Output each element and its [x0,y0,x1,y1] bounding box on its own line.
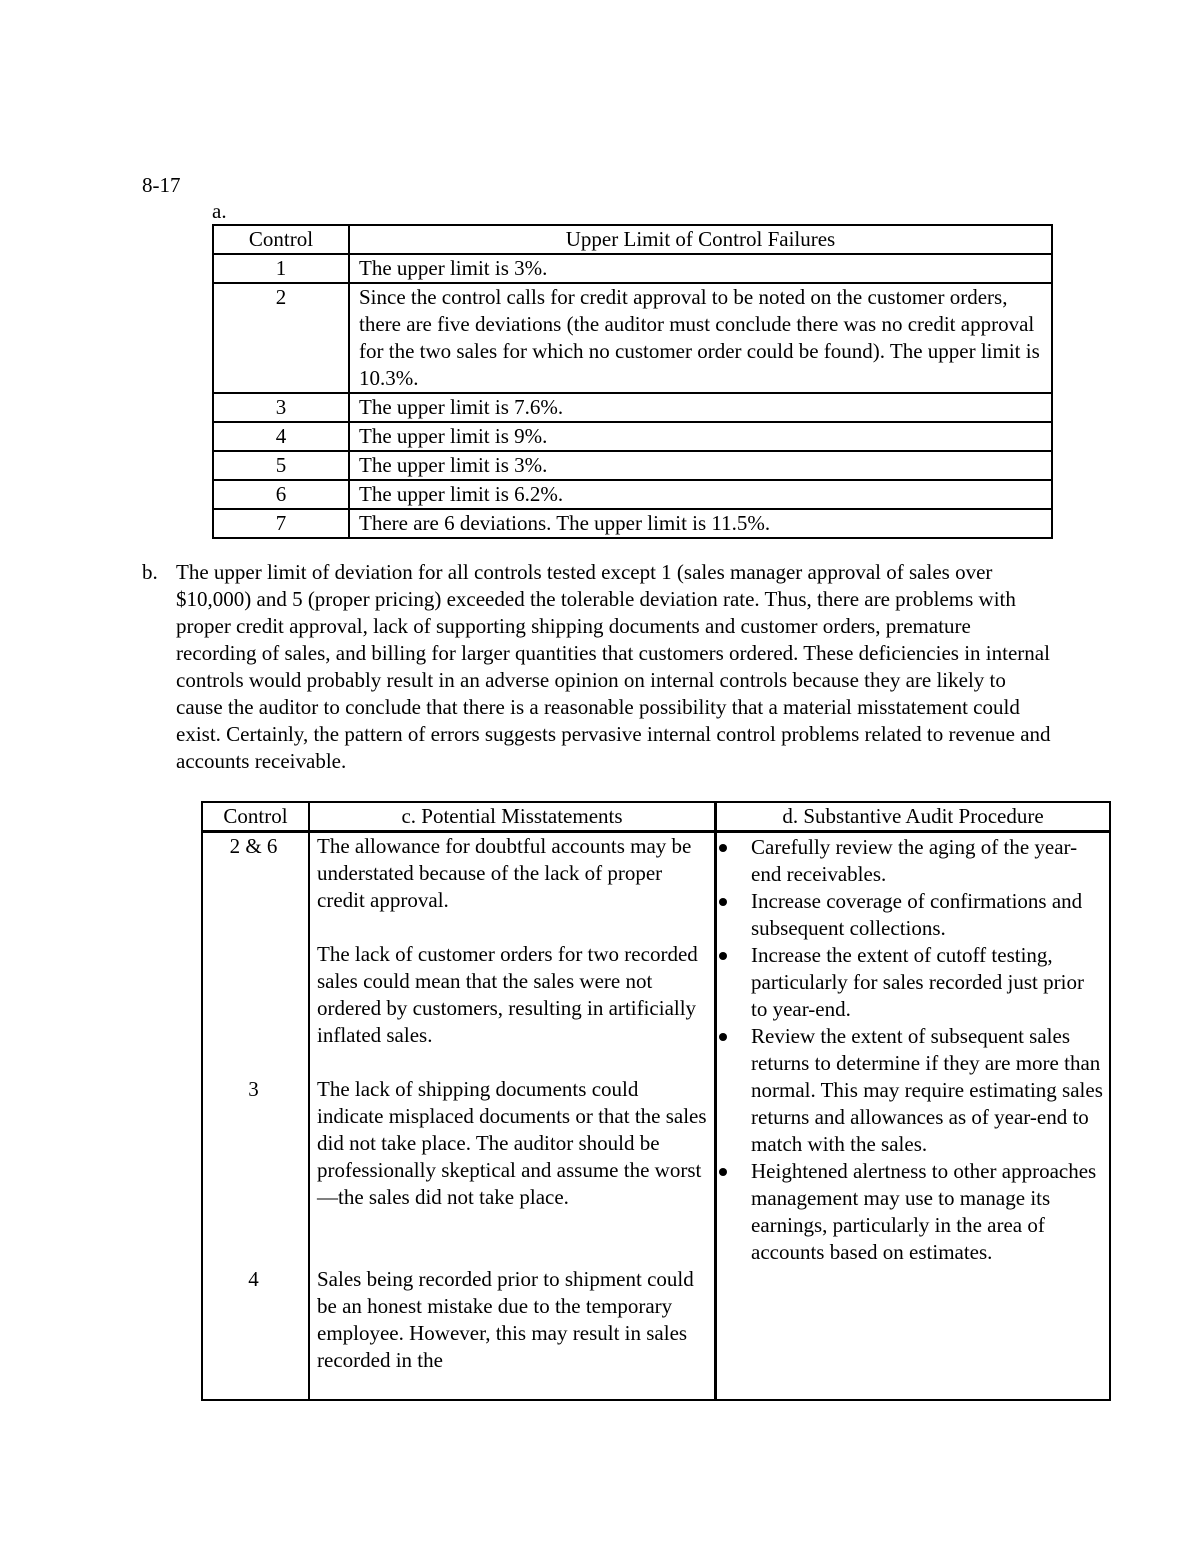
procedure-text: Increase the extent of cutoff testing, particularly for sales recorded just prior to year-end. [751,943,1084,1021]
misstatements-procedures-table [201,801,1111,1401]
procedure-list [715,834,1105,1266]
table-row [213,254,1052,283]
list-item [715,888,1105,942]
control-number: 3 [248,1077,259,1101]
header-potential-misstatements: c. Potential Misstatements [309,802,716,832]
misstatement-text: The lack of customer orders for two recorded sales could mean that the sales were not ordered by customers, resulting in artificially inflated sales. [317,942,698,1047]
procedure-text: Review the extent of subsequent sales returns to determine if they are more than normal. This may require estimating sales returns and allowances as of year-end to match with the sales. [751,1024,1103,1156]
control-number: 6 [213,480,349,509]
header-control: Control [213,225,349,254]
control-number: 7 [213,509,349,538]
upper-limit-text: The upper limit is 3%. [349,254,1052,283]
procedure-text: Heightened alertness to other approaches management may use to manage its earnings, particularly in the area of accounts based on estimates. [751,1159,1097,1264]
table-row [213,509,1052,538]
list-item [715,1023,1105,1158]
header-control: Control [202,802,309,832]
control-number: 4 [248,1267,259,1291]
upper-limit-text: The upper limit is 7.6%. [349,393,1052,422]
control-number: 2 & 6 [229,834,278,858]
bullet-icon [719,952,727,960]
misstatement-text: The allowance for doubtful accounts may be understated because of the lack of proper credit approval. [317,834,692,912]
part-a-label: a. [212,199,227,223]
bullet-icon [719,844,727,852]
table-header-row [213,225,1052,254]
part-b-paragraph: The upper limit of deviation for all controls tested except 1 (sales manager approval of sales over $10,000) and 5 (proper pricing) exceeded the tolerable deviation rate. Thus, there are problems with proper credit approval, lack of supporting shipping documents and customer orders, premature recording of sales, and billing for larger quantities that customers ordered. These deficiencies in internal controls would probably result in an adverse opinion on internal controls because they are likely to cause the auditor to conclude that there is a reasonable possibility that a material misstatement could exist. Certainly, the pattern of errors suggests pervasive internal control problems related to revenue and accounts receivable. [176,560,1051,773]
part-b-label: b. [142,560,158,584]
misstatement-text: The lack of shipping documents could indicate misplaced documents or that the sales did not take place. The auditor should be professionally skeptical and assume the worst—the sales did not take place. [317,1077,707,1209]
table-row [213,283,1052,393]
upper-limit-text: The upper limit is 3%. [349,451,1052,480]
control-number: 1 [213,254,349,283]
procedure-text: Carefully review the aging of the year-end receivables. [751,835,1078,886]
control-number: 5 [213,451,349,480]
upper-limit-text: There are 6 deviations. The upper limit is 11.5%. [349,509,1052,538]
table-row [213,480,1052,509]
table-header-row [202,802,1110,832]
list-item [715,1158,1105,1266]
upper-limit-text: The upper limit is 6.2%. [349,480,1052,509]
bullet-icon [719,898,727,906]
bullet-icon [719,1033,727,1041]
list-item [715,942,1105,1023]
header-substantive-procedure: d. Substantive Audit Procedure [716,802,1111,832]
list-item [715,834,1105,888]
misstatement-text: Sales being recorded prior to shipment could be an honest mistake due to the temporary employee. However, this may result in sales recorded in the [317,1267,694,1372]
control-number: 3 [213,393,349,422]
upper-limit-text: Since the control calls for credit approval to be noted on the customer orders, there are five deviations (the auditor must conclude there was no credit approval for the two sales for which no customer order could be found). The upper limit is 10.3%. [349,283,1052,393]
table-row [213,422,1052,451]
procedure-text: Increase coverage of confirmations and subsequent collections. [751,889,1083,940]
control-number: 2 [213,283,349,393]
upper-limit-text: The upper limit is 9%. [349,422,1052,451]
control-number: 4 [213,422,349,451]
bullet-icon [719,1168,727,1176]
control-column [202,832,309,1401]
upper-limit-table [212,224,1053,539]
table-row [213,393,1052,422]
header-upper-limit: Upper Limit of Control Failures [349,225,1052,254]
table-row [213,451,1052,480]
problem-number: 8-17 [142,173,181,197]
